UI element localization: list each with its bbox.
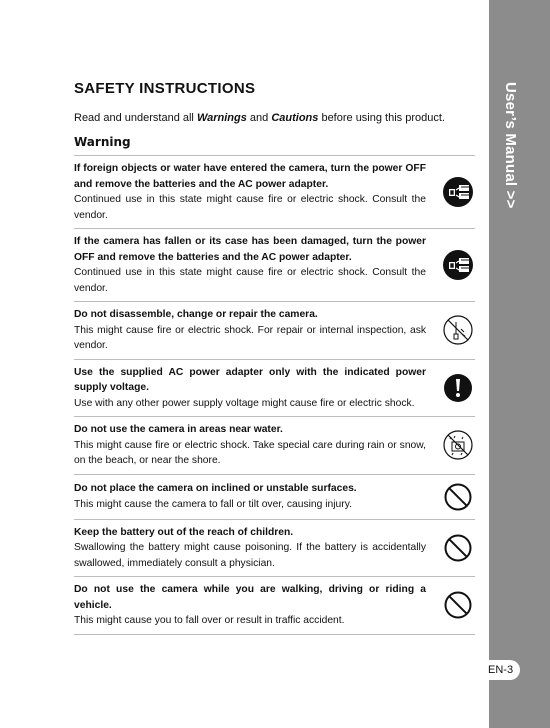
item-text [74,161,426,223]
no-disassembly-icon [441,313,475,347]
no-water-icon [441,428,475,462]
item-body: This might cause the camera to fall or tilt over, causing injury. [74,498,352,510]
item-body: Swallowing the battery might cause poisoning. If the battery is accidentally swallowed, immediately consult a physician. [74,542,426,569]
intro-warnings: Warnings [196,112,247,124]
item-body: This might cause fire or electric shock. For repair or internal inspection, ask vendor. [74,324,426,351]
prohibited-icon [441,480,475,514]
unplug-icon [441,248,475,282]
item-head: Do not use the camera while you are walking, driving or riding a vehicle. [74,584,426,611]
item-head: Do not place the camera on inclined or unstable surfaces. [74,483,357,494]
warning-item-unstable-surface [74,475,475,520]
item-head: Do not disassemble, change or repair the camera. [74,309,318,320]
prohibited-icon [441,531,475,565]
intro-cautions: Cautions [271,112,319,124]
item-head: Use the supplied AC power adapter only with the indicated power supply voltage. [74,366,426,393]
warning-list [74,155,475,635]
warning-item-foreign-objects [74,156,475,229]
sidebar-title: User’s Manual >> [502,82,519,209]
warning-item-walking-driving [74,577,475,635]
page-title: SAFETY INSTRUCTIONS [74,80,256,97]
item-head: If foreign objects or water have entered the camera, turn the power OFF and remove the batteries and the AC power adapter. [74,163,426,190]
page-number: EN-3 [480,660,520,680]
warning-item-disassemble [74,302,475,360]
item-text [74,582,426,629]
item-body: This might cause fire or electric shock. Take special care during rain or snow, on the beach, or near the shore. [74,439,426,466]
item-body: Use with any other power supply voltage might cause fire or electric shock. [74,397,415,409]
warning-item-fallen-camera [74,229,475,302]
item-text [74,481,426,512]
warning-heading: Warning [74,135,131,149]
item-text [74,525,426,572]
sidebar [489,0,550,728]
warning-item-water [74,417,475,475]
item-body: Continued use in this state might cause fire or electric shock. Consult the vendor. [74,194,426,221]
intro-text [74,112,475,128]
intro-prefix: Read and understand all [74,112,197,124]
item-text [74,307,426,354]
item-head: Keep the battery out of the reach of children. [74,526,294,538]
main-content [74,80,475,635]
exclamation-icon [441,371,475,405]
item-head: If the camera has fallen or its case has been damaged, turn the power OFF and remove the batteries and the AC power adapter. [74,236,426,263]
intro-suffix: before using this product. [318,112,445,124]
item-text [74,365,426,412]
item-head: Do not use the camera in areas near water. [74,424,283,435]
prohibited-icon [441,588,475,622]
intro-and: and [246,112,272,124]
item-body: Continued use in this state might cause fire or electric shock. Consult the vendor. [74,267,426,294]
warning-item-power-adapter [74,360,475,418]
item-body: This might cause you to fall over or result in traffic accident. [74,615,345,626]
unplug-icon [441,175,475,209]
warning-item-battery-children [74,520,475,578]
item-text [74,422,426,469]
item-text [74,234,426,296]
